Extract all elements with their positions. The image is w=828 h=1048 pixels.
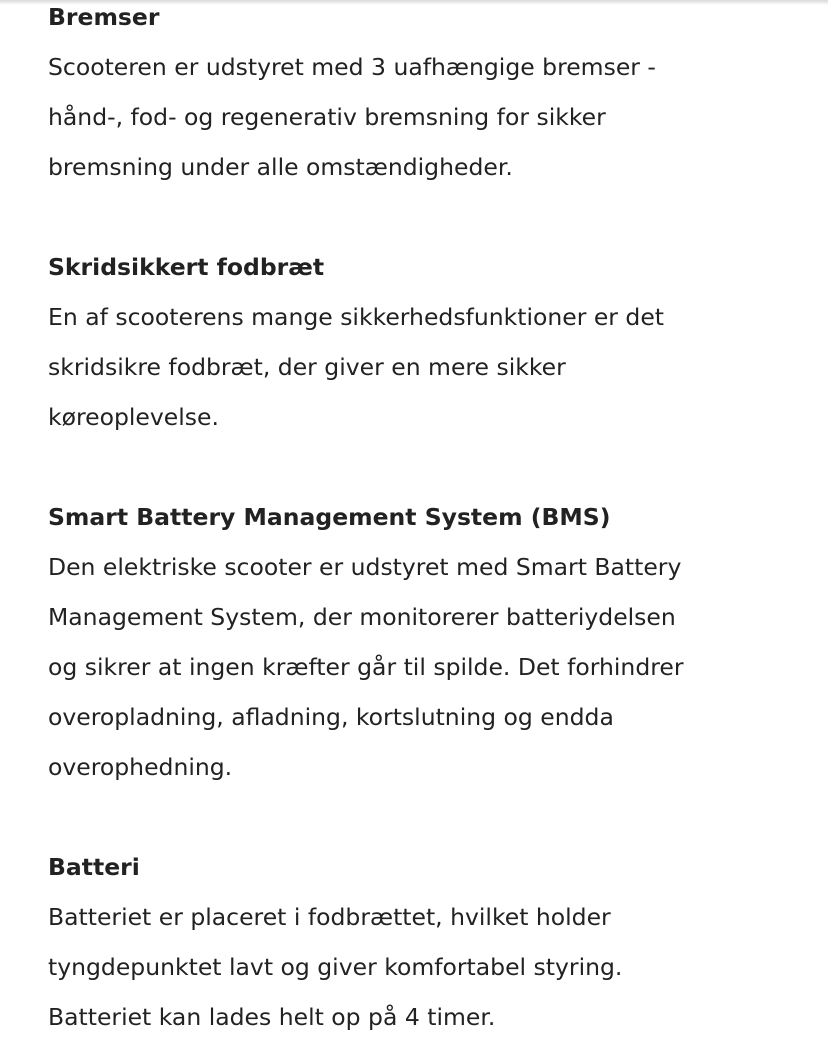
section-spacer — [48, 442, 808, 492]
section-footboard — [48, 242, 808, 442]
section-text-bms — [48, 542, 808, 792]
section-text-battery — [48, 892, 808, 1042]
text-line: Batteriet er placeret i fodbrættet, hvilket holder — [48, 903, 611, 931]
text-line: Management System, der monitorerer batteriydelsen — [48, 603, 676, 631]
text-line: En af scooterens mange sikkerhedsfunktioner er det — [48, 303, 665, 331]
section-text-brakes — [48, 42, 808, 192]
text-line: Scooteren er udstyret med 3 uafhængige bremser - — [48, 53, 656, 81]
section-title-footboard: Skridsikkert fodbræt — [48, 253, 325, 281]
text-line: overopladning, afladning, kortslutning og endda — [48, 703, 614, 731]
text-line: køreoplevelse. — [48, 403, 219, 431]
text-line: hånd-, fod- og regenerativ bremsning for sikker — [48, 103, 606, 131]
section-battery — [48, 842, 808, 1042]
section-title-battery: Batteri — [48, 853, 140, 881]
section-title-brakes: Bremser — [48, 3, 160, 31]
text-line: tyngdepunktet lavt og giver komfortabel styring. — [48, 953, 623, 981]
product-description — [48, 0, 808, 1042]
text-line: bremsning under alle omstændigheder. — [48, 153, 513, 181]
section-title-bms: Smart Battery Management System (BMS) — [48, 503, 611, 531]
text-line: Den elektriske scooter er udstyret med Smart Battery — [48, 553, 682, 581]
section-text-footboard — [48, 292, 808, 442]
section-brakes — [48, 0, 808, 192]
text-line: Batteriet kan lades helt op på 4 timer. — [48, 1003, 496, 1031]
section-spacer — [48, 792, 808, 842]
text-line: og sikrer at ingen kræfter går til spilde. Det forhindrer — [48, 653, 684, 681]
section-bms — [48, 492, 808, 792]
text-line: overophedning. — [48, 753, 233, 781]
section-spacer — [48, 192, 808, 242]
text-line: skridsikre fodbræt, der giver en mere sikker — [48, 353, 566, 381]
